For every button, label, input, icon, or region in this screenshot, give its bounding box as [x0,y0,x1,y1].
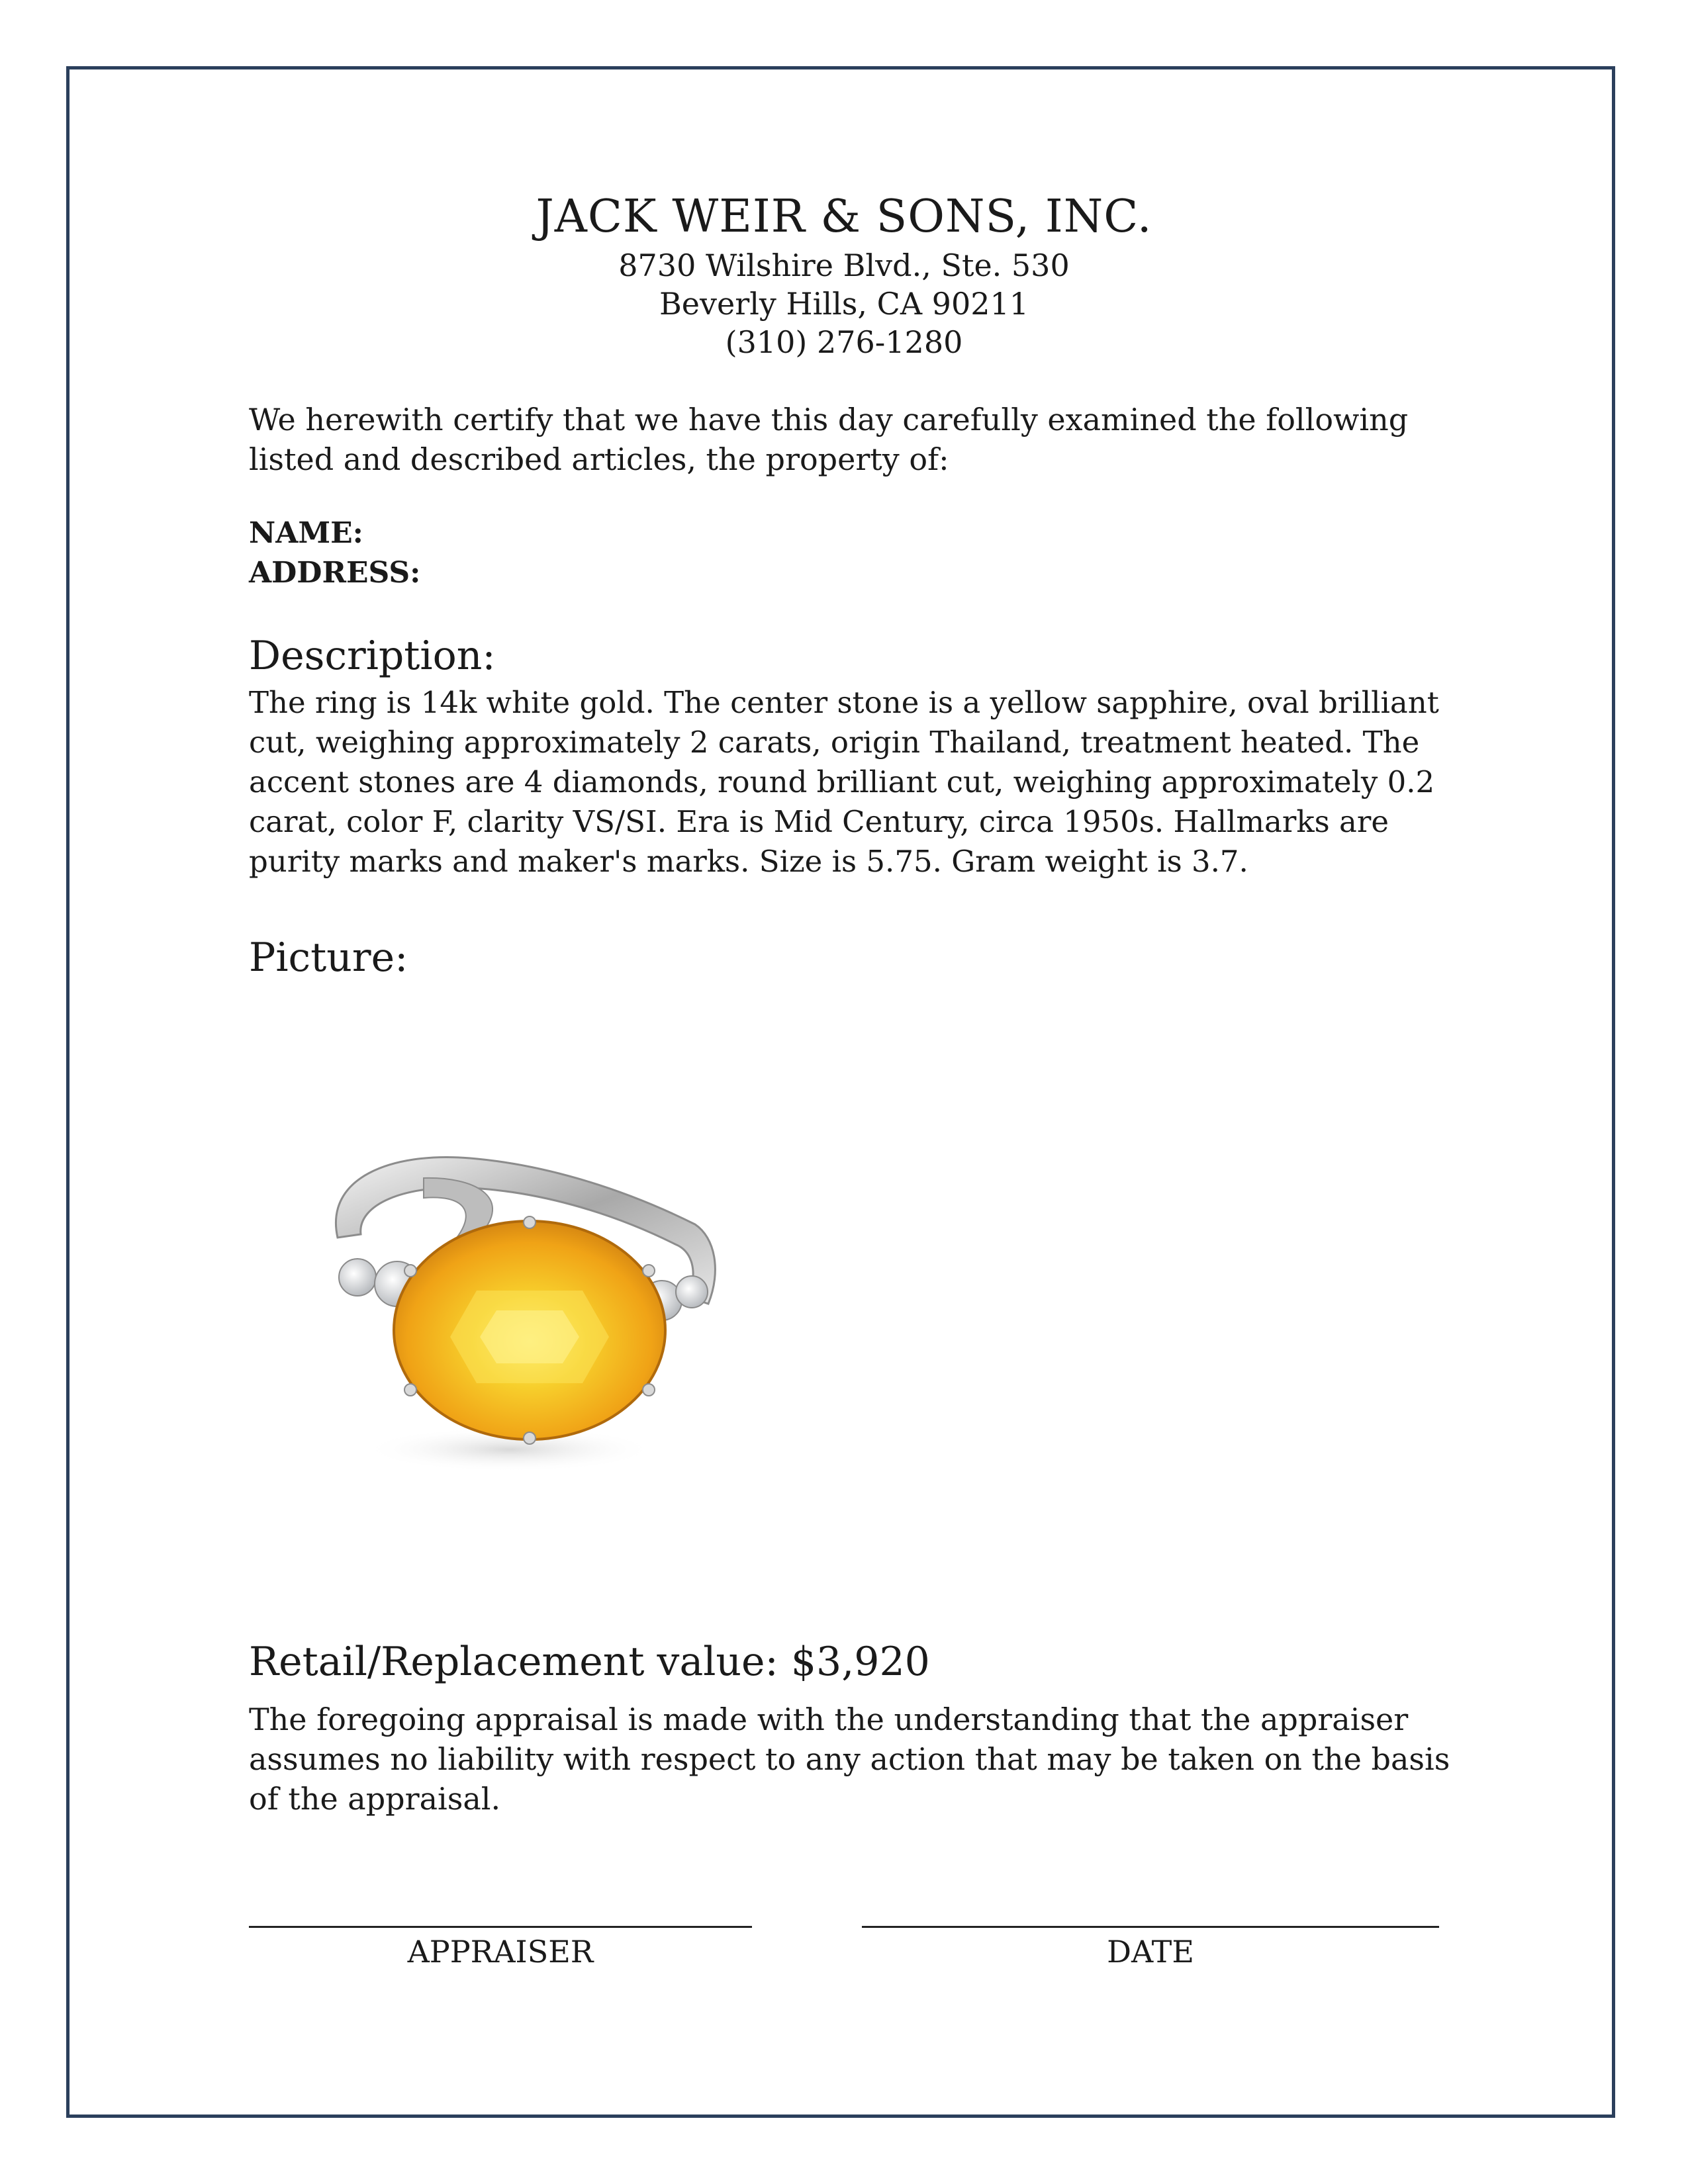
ring-photo [311,1138,788,1482]
address-label: ADDRESS: [249,556,421,590]
address-line-2: Beverly Hills, CA 90211 [659,286,1029,322]
appraiser-label: APPRAISER [407,1934,594,1970]
date-signature-line [862,1926,1439,1928]
date-label: DATE [1107,1934,1194,1970]
description-heading: Description: [249,633,496,679]
retail-value-amount: $3,920 [790,1639,930,1685]
liability-disclaimer: The foregoing appraisal is made with the understanding that the appraiser assumes no liability with respect to any action that may be taken on the basis of the appraisal. [249,1702,1450,1817]
certification-intro: We herewith certify that we have this day carefully examined the following listed and described articles, the property of: [249,402,1409,477]
company-name: JACK WEIR & SONS, INC. [536,191,1152,243]
phone-number: (310) 276-1280 [725,324,963,360]
appraiser-signature-line [249,1926,752,1928]
address-line-1: 8730 Wilshire Blvd., Ste. 530 [618,248,1070,283]
description-text: The ring is 14k white gold. The center stone is a yellow sapphire, oval brilliant cut, weighing approximately 2 carats, origin Thailand, treatment heated. The accent stones are 4 diamonds, round brilliant cut, weighing approximately 0.2 carat, color F, clarity VS/SI. Era is Mid Century, circa 1950s. Hallmarks are purity marks and maker's marks. Size is 5.75. Gram weight is 3.7. [249,685,1439,879]
name-label: NAME: [249,516,363,550]
retail-value-label: Retail/Replacement value: [249,1639,778,1685]
retail-value [249,1639,930,1685]
picture-heading: Picture: [249,934,408,981]
